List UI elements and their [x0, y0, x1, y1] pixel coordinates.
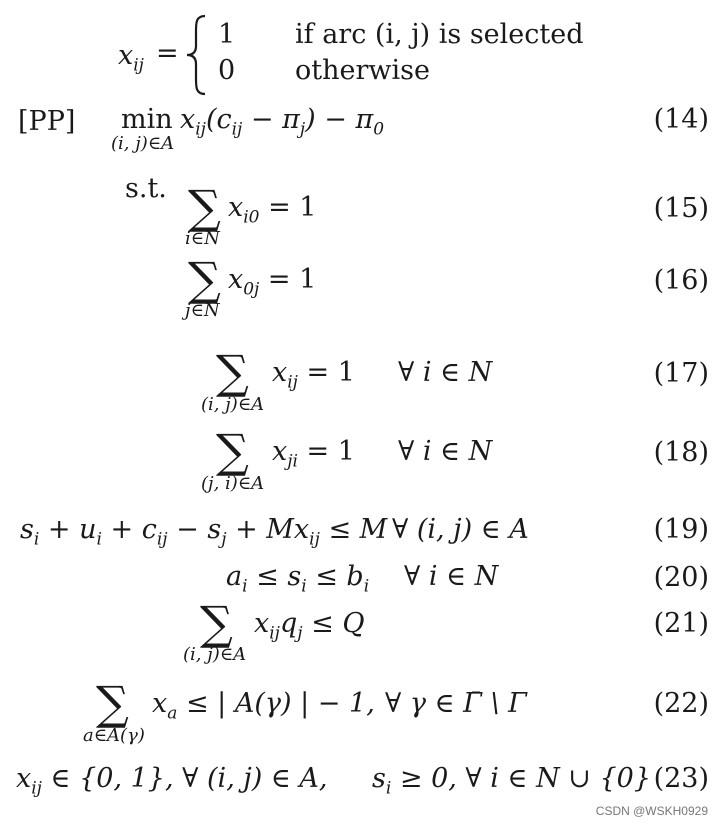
constraint-22-forall: ∀ γ ∈ Γ̄ \ Γ	[385, 688, 527, 719]
constraint-20-forall: ∀ i ∈ N	[404, 561, 499, 592]
equation-tag-17: (17)	[653, 358, 709, 389]
constraint-19-forall: ∀ (i, j) ∈ A	[392, 514, 529, 545]
watermark: CSDN @WSKH0929	[595, 804, 708, 818]
constraint-18-body: $x_{ji} = 1$	[272, 436, 355, 472]
equation-tag-21: (21)	[653, 608, 709, 639]
sum-under-15: i∈N	[185, 228, 220, 249]
sum-symbol: ∑	[216, 424, 249, 478]
constraint-21-body: $x_{ij}q_j \le Q$	[254, 608, 365, 644]
definition-equals: =	[156, 38, 179, 69]
equation-tag-18: (18)	[653, 437, 709, 468]
sum-symbol: ∑	[96, 676, 129, 730]
sum-under-21: (i, j)∈A	[183, 644, 247, 665]
case1-text: if arc (i, j) is selected	[295, 19, 584, 50]
objective-expression: $x_{ij}(c_{ij} - \pi_j) - \pi_0$	[180, 104, 385, 140]
case1-value: 1	[218, 19, 236, 50]
constraint-23-nonneg: $s_i \ge 0$, ∀ i ∈ N ∪ {0}	[372, 763, 652, 799]
problem-label: [PP]	[18, 106, 76, 137]
equation-tag-16: (16)	[653, 265, 709, 296]
equation-tag-22: (22)	[653, 688, 709, 719]
constraint-22-body: $x_a$ ≤ | A(γ) | − 1,	[152, 688, 375, 724]
constraint-18-forall: ∀ i ∈ N	[398, 436, 493, 467]
constraint-19-body: $s_i + u_i + c_{ij} - s_j + Mx_{ij} \le M$	[20, 514, 388, 550]
st-label: s.t.	[125, 173, 167, 204]
sum-symbol: ∑	[216, 345, 249, 399]
case2-value: 0	[218, 55, 236, 86]
min-operator: min	[121, 104, 173, 135]
sum-under-18: (j, i)∈A	[201, 473, 265, 494]
case2-text: otherwise	[295, 55, 430, 86]
sum-symbol: ∑	[188, 252, 221, 306]
sum-under-22: a∈A(γ)	[83, 725, 145, 746]
equation-tag-23: (23)	[653, 763, 709, 794]
constraint-23-body: $x_{ij}$ ∈ {0, 1}, ∀ (i, j) ∈ A,	[16, 763, 328, 799]
sum-symbol: ∑	[188, 180, 221, 234]
constraint-17-forall: ∀ i ∈ N	[398, 357, 493, 388]
equation-tag-20: (20)	[653, 562, 709, 593]
definition-lhs: $x_{ij}$	[118, 40, 144, 76]
equation-tag-15: (15)	[653, 193, 709, 224]
constraint-16-body: $x_{0j} = 1$	[228, 264, 317, 300]
equation-tag-19: (19)	[653, 514, 709, 545]
min-under: (i, j)∈A	[111, 133, 175, 154]
left-brace-icon	[183, 14, 209, 96]
sum-under-16: j∈N	[185, 300, 220, 321]
sum-symbol: ∑	[200, 596, 233, 650]
constraint-20-body: $a_i \le s_i \le b_i$	[226, 561, 370, 597]
equation-tag-14: (14)	[653, 104, 709, 135]
sum-under-17: (i, j)∈A	[201, 394, 265, 415]
constraint-15-body: $x_{i0} = 1$	[228, 192, 317, 228]
constraint-17-body: $x_{ij} = 1$	[272, 357, 355, 393]
